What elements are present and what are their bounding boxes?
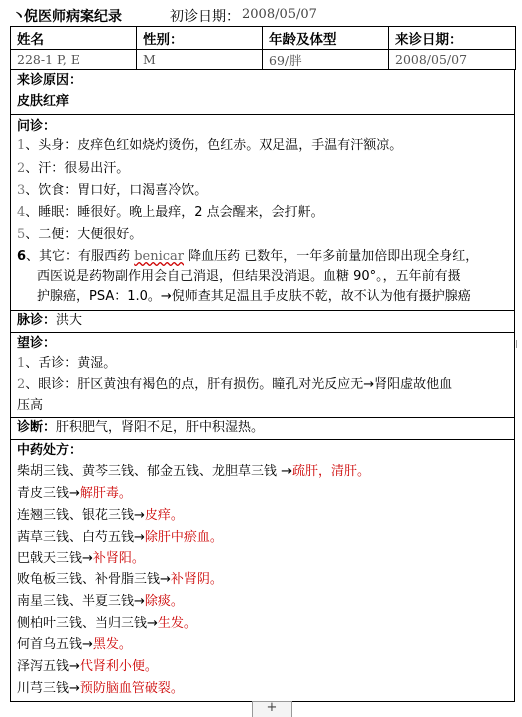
name-header: 姓名 [11,27,137,50]
observation-item-1: 1、舌诊：黄湿。 [17,356,117,371]
drug-name: benicar [134,249,184,264]
inquiry-item-1: 1、头身：皮痒色红如烧灼烫伤，色红赤。双足温，手温有汗额凉。 [17,138,403,153]
prescription-item: 茜草三钱、白芍五钱→除肝中瘀血。 [17,530,223,545]
prescription-item: 川芎三钱→预防脑血管破裂。 [17,681,184,696]
inquiry-item-6: 6、其它：有服西药 benicar 降血压药 已数年，一年多前量加倍即出现全身红， [17,249,479,264]
sex-value: M [137,50,263,70]
age-build-header: 年龄及体型 [263,27,389,50]
inquiry-item-6-line2: 西医说是药物副作用会自己消退，但结果没消退。血糖 90°。，五年前有摄 [37,269,461,284]
prescription-section [10,439,515,702]
header-row [10,2,515,26]
visit-date-value: 2008/05/07 [389,50,516,70]
title-mark: 丶 [12,9,26,25]
pulse-section [10,310,515,333]
record-title: 倪医师病案纪录 [24,9,122,25]
visit-date-header: 来诊日期： [389,27,516,50]
patient-info-table [10,26,516,70]
prescription-item: 侧柏叶三钱、当归三钱→生发。 [17,616,197,631]
age-build-value: 69/胖 [263,50,389,70]
case-record-page [10,0,515,716]
inquiry-item-3: 3、饮食：胃口好，口渴喜冷饮。 [17,183,208,198]
inquiry-section [10,114,515,311]
plus-icon[interactable]: + [266,700,278,715]
first-visit-date: 2008/05/07 [242,7,317,22]
diagnosis-line: 诊断：肝积肥气，肾阳不足，肝中积湿热。 [17,420,265,435]
inquiry-item-4: 4、睡眠：睡很好。晚上最痒，2 点会醒来，会打鼾。 [17,205,324,220]
observation-continuation: 压高 [17,398,44,413]
prescription-item: 败龟板三钱、补骨脂三钱→补肾阴。 [17,572,223,587]
observation-item-2: 2、眼诊：肝区黄浊有褐色的点，肝有损伤。瞳孔对光反应无→肾阳虚故他血 [17,377,453,392]
prescription-item: 何首乌五钱→黑发。 [17,637,132,652]
inquiry-item-5: 5、二便：大便很好。 [17,227,143,242]
sex-header: 性别： [137,27,263,50]
pulse-line: 脉诊：洪大 [17,313,83,328]
observation-label: 望诊： [17,336,57,351]
table-resize-handle[interactable] [516,340,522,348]
prescription-item: 南星三钱、半夏三钱→除痰。 [17,594,184,609]
first-visit-label: 初诊日期： [170,9,240,25]
prescription-item: 连翘三钱、银花三钱→皮痒。 [17,508,184,523]
inquiry-label: 问诊： [17,119,57,134]
table-add-row-tab[interactable] [252,701,292,717]
prescription-item: 青皮三钱→解肝毒。 [17,486,132,501]
inquiry-item-2: 2、汗：很易出汗。 [17,161,130,176]
reason-section [10,69,515,115]
prescription-label: 中药处方： [17,443,83,458]
inquiry-item-6-line3: 护腺癌，PSA：1.0。→倪师查其足温且手皮肤不乾，故不认为他有摄护腺癌 [37,289,471,304]
diagnosis-section [10,417,515,440]
observation-section [10,332,515,418]
prescription-item: 巴戟天三钱→补肾阳。 [17,551,145,566]
name-value: 228-1 P, E [11,50,137,70]
reason-label: 来诊原因： [17,73,83,88]
reason-text: 皮肤红痒 [17,94,70,109]
prescription-item: 泽泻五钱→代肾利小便。 [17,659,158,674]
prescription-item: 柴胡三钱、黄芩三钱、郁金五钱、龙胆草三钱 →疏肝，清肝。 [17,464,371,479]
